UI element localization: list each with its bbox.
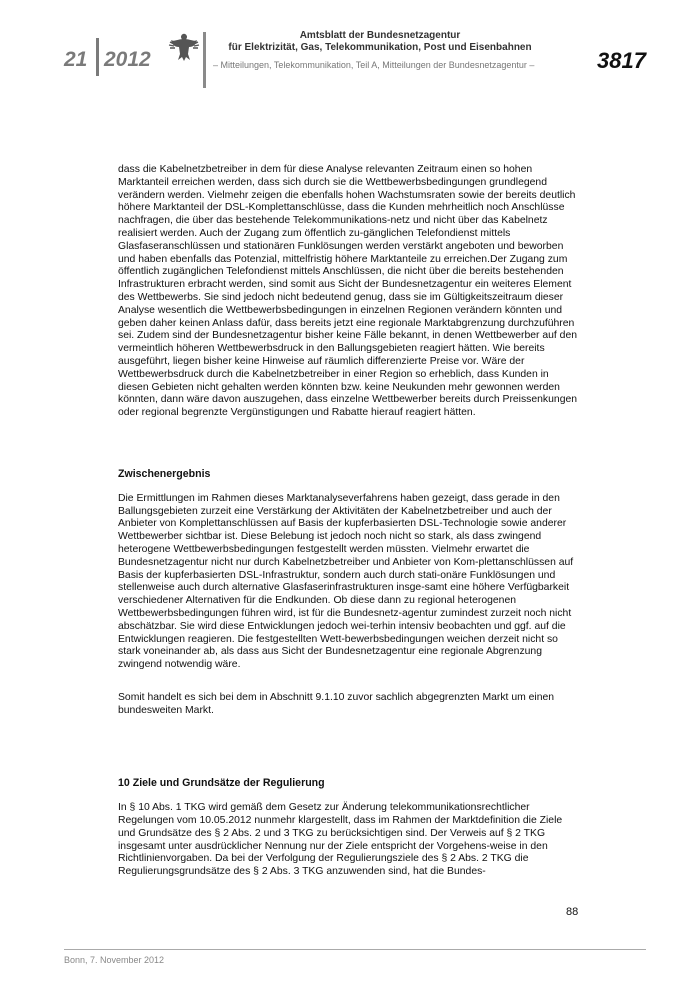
paragraph-interim-result: Die Ermittlungen im Rahmen dieses Marktanalyseverfahrens haben gezeigt, dass gerade in den Ballungsgebieten zurzeit eine Verstärkung der Aktivitäten der Kabelnetzbetreiber und auch der Anbieter von Komplettanschlüssen auf Basis der kupferbasierten DSL-Technologie sowie anderer Wettbewerber sichtbar ist. Diese Belebung ist jedoch noch nicht so stark, als dass zwingend heterogene Wettbewerbsbedingungen festgestellt werden müssten. Vielmehr erwartet die Bundesnetzagentur nicht nur durch Kabelnetzbetreiber und Anbieter von Kom-plettanschlüssen auf Basis der kupferbasierten DSL-Infrastruktur, sondern auch durch stati-onäre Funklösungen und stellenweise auch durch alternative Glasfaserinfrastrukturen insge-samt eine höhere Verfügbarkeit verschiedener Alternativen für die Endkunden. Ob diese dann zu regional heterogenen Wettbewerbsbedingungen führen wird, ist für die Bundesnetz-agentur zumindest zurzeit noch nicht abschätzbar. Sie wird diese Entwicklungen jedoch wei-terhin intensiv beobachten und ggf. auf die Entwicklungen reagieren. Die festgestellten Wett-bewerbsbedingungen weichen derzeit nicht so stark voneinander ab, als dass aus Sicht der Bundesnetzagentur eine regionale Abgrenzung zwingend notwendig wäre.	[118, 492, 574, 671]
paragraph-section-10: In § 10 Abs. 1 TKG wird gemäß dem Gesetz zur Änderung telekommunikationsrechtlicher Regelungen vom 10.05.2012 nunmehr klargestellt, dass im Rahmen der Marktdefinition die Ziele und Grundsätze des § 2 Abs. 2 und 3 TKG zu berücksichtigen sind. Der Verweis auf § 2 TKG insgesamt unter ausdrücklicher Nennung nur der Ziele entspricht der Vorgehens-weise in den Richtlinienvorgaben. Da bei der Verfolgung der Regulierungsziele des § 2 Abs. 2 TKG die Regulierungsgrundsätze des § 2 Abs. 3 TKG anzuwenden sind, hat die Bundes-	[118, 802, 563, 878]
issue-year: 2012	[104, 48, 151, 71]
issue-divider	[96, 38, 99, 76]
heading-interim-result: Zwischenergebnis	[118, 467, 211, 480]
gazette-title-line1: Amtsblatt der Bundesnetzagentur	[299, 30, 461, 41]
page-number: 3817	[597, 48, 646, 73]
heading-section-10: 10 Ziele und Grundsätze der Regulierung	[118, 777, 325, 790]
gazette-subtitle: – Mitteilungen, Telekommunikation, Teil A, Mitteilungen der Bundesnetzagentur –	[213, 60, 535, 70]
federal-eagle-icon	[168, 30, 200, 64]
document-folio: 88	[566, 906, 579, 918]
footer-rule	[64, 949, 646, 950]
gazette-title	[200, 30, 560, 54]
paragraph-competition: dass die Kabelnetzbetreiber in dem für diese Analyse relevanten Zeitraum einen so hohen Marktanteil erreichen werden, dass sich durch sie die Wettbewerbsbedingungen grundlegend verändern werden. Vielmehr zeigen die ebenfalls hohen Wachstumsraten sowie der bereits deutlich höhere Marktanteil der DSL-Komplettanschlüsse, dass die Kunden mehrheitlich noch Anschlüsse nachfragen, die über das bestehende Telekommunikations-netz und nicht über das Kabelnetz realisiert werden. Auch der Zugang zum öffentlich zu-gänglichen Telefondienst mittels Glasfaseranschlüssen und stationären Funklösungen werden verstärkt angeboten und beworben und haben ebenfalls das Potenzial, mittelfristig höhere Marktanteile zu erreichen.Der Zugang zum öffentlich zugänglichen Telefondienst mittels Anschlüssen, die nicht über die bereits bestehenden Infrastrukturen erbracht werden, sind somit aus Sicht der Bundesnetzagentur ein weiteres Element des Wettbewerbs. Sie sind jedoch nicht bedeutend genug, dass sie im Gültigkeitszeitraum dieser Analyse wesentlich die Wettbewerbsbedingungen in einzelnen Regionen verändern könnten und geben daher keinen Anlass dafür, dass bereits jetzt eine regionale Marktabgrenzung durchzuführen sei. Zudem sind der Bundesnetzagentur bisher keine Fälle bekannt, in denen Wettbewerber auf den vermeintlich höheren Wettbewerbsdruck in den Ballungsgebieten reagiert hätten. Wie bereits ausgeführt, liegen bisher keine Hinweise auf räumlich differenzierte Preise vor. Wäre der Wettbewerbsdruck durch die Kabelnetzbetreiber in einer Region so erheblich, dass Kunden in diesen Gebieten nicht gehalten werden könnten bzw. keine Neukunden mehr gewonnen werden könnten, dann wäre davon auszugehen, dass einzelne Wettbewerber bereits durch Preissenkungen oder regional begrenzte Vergünstigungen und Rabatte hierauf reagiert hätten.	[118, 164, 578, 419]
gazette-title-line2: für Elektrizität, Gas, Telekommunikation, Post und Eisenbahnen	[228, 42, 532, 53]
issue-number: 21	[64, 48, 88, 71]
footer-place-date: Bonn, 7. November 2012	[64, 955, 165, 965]
paragraph-nationwide-market: Somit handelt es sich bei dem in Abschnitt 9.1.10 zuvor sachlich abgegrenzten Markt um einen bundesweiten Markt.	[118, 691, 555, 716]
main-text	[118, 164, 578, 899]
